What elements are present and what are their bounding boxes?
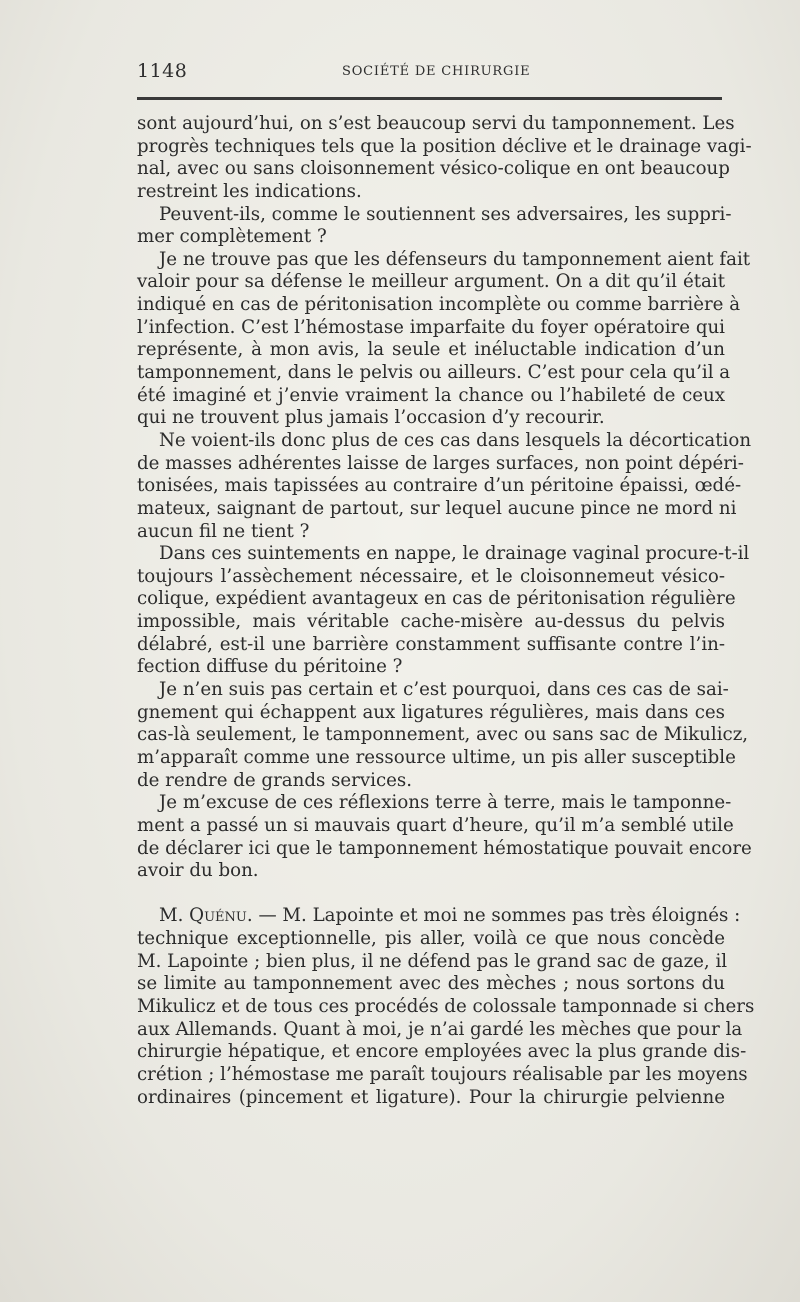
- text-line: impossible, mais véritable cache-misère au-dessus du pelvis: [137, 611, 725, 633]
- text-line: Mikulicz et de tous ces procédés de colossale tamponnade si chers: [137, 995, 755, 1017]
- running-title: SOCIÉTÉ DE CHIRURGIE: [342, 64, 531, 79]
- text-line: se limite au tamponnement avec des mèches ; nous sortons du: [137, 973, 725, 995]
- text-line: restreint les indications.: [137, 180, 362, 202]
- text-line: chirurgie hépatique, et encore employées avec la plus grande dis-: [137, 1041, 747, 1063]
- text-line: de rendre de grands services.: [137, 769, 413, 791]
- paragraph-gap: [137, 883, 725, 906]
- speaker-text: — M. Lapointe et moi ne sommes pas très éloignés :: [252, 905, 741, 927]
- text-line: cas-là seulement, le tamponnement, avec ou sans sac de Mikulicz,: [137, 724, 749, 746]
- text-line: technique exceptionnelle, pis aller, voilà ce que nous concède: [137, 928, 725, 950]
- page-header: [137, 60, 722, 84]
- text-line: m’apparaît comme une ressource ultime, un pis aller susceptible: [137, 746, 736, 768]
- text-line: Peuvent-ils, comme le soutiennent ses adversaires, les suppri-: [159, 203, 732, 225]
- text-line: colique, expédient avantageux en cas de péritonisation régulière: [137, 588, 736, 610]
- text-line: qui ne trouvent plus jamais l’occasion d’y recourir.: [137, 407, 605, 429]
- text-line: nal, avec ou sans cloisonnement vésico-colique en ont beaucoup: [137, 158, 730, 180]
- text-line: indiqué en cas de péritonisation incomplète ou comme barrière à: [137, 294, 741, 316]
- speaker-line: [137, 905, 741, 928]
- text-line: valoir pour sa défense le meilleur argument. On a dit qu’il était: [137, 271, 725, 293]
- text-line: crétion ; l’hémostase me paraît toujours réalisable par les moyens: [137, 1063, 748, 1085]
- text-line: aux Allemands. Quant à moi, je n’ai gardé les mèches que pour la: [137, 1018, 743, 1040]
- text-line: M. Lapointe ; bien plus, il ne défend pas le grand sac de gaze, il: [137, 950, 728, 972]
- text-line: représente, à mon avis, la seule et inéluctable indication d’un: [137, 339, 725, 361]
- page-number: 1148: [137, 60, 188, 82]
- text-line: de masses adhérentes laisse de larges surfaces, non point dépéri-: [137, 452, 744, 474]
- body-text: [137, 113, 755, 1109]
- speaker-name: M. Quénu.: [159, 905, 253, 927]
- text-line: mer complètement ?: [137, 226, 327, 248]
- text-line: ment a passé un si mauvais quart d’heure, qu’il m’a semblé utile: [137, 814, 734, 836]
- text-line: Je m’excuse de ces réflexions terre à terre, mais le tamponne-: [159, 792, 732, 814]
- text-line: tamponnement, dans le pelvis ou ailleurs. C’est pour cela qu’il a: [137, 362, 731, 384]
- text-line: l’infection. C’est l’hémostase imparfaite du foyer opératoire qui: [137, 316, 725, 338]
- text-line: toujours l’assèchement nécessaire, et le cloisonnemeut vésico-: [137, 565, 725, 587]
- text-line: délabré, est-il une barrière constamment suffisante contre l’in-: [137, 633, 725, 655]
- text-line: progrès techniques tels que la position déclive et le drainage vagi-: [137, 135, 752, 157]
- text-line: aucun fil ne tient ?: [137, 520, 310, 542]
- text-line: avoir du bon.: [137, 860, 259, 882]
- text-line: fection diffuse du péritoine ?: [137, 656, 403, 678]
- text-line: tonisées, mais tapissées au contraire d’un péritoine épaissi, œdé-: [137, 475, 742, 497]
- header-rule: [137, 97, 722, 100]
- text-line: Je ne trouve pas que les défenseurs du tamponnement aient fait: [159, 248, 751, 270]
- text-line: sont aujourd’hui, on s’est beaucoup servi du tamponnement. Les: [137, 113, 735, 134]
- text-line: de déclarer ici que le tamponnement hémostatique pouvait encore: [137, 837, 752, 859]
- text-line: Je n’en suis pas certain et c’est pourquoi, dans ces cas de sai-: [159, 679, 729, 701]
- text-line: Ne voient-ils donc plus de ces cas dans lesquels la décortication: [159, 429, 752, 451]
- text-line: ordinaires (pincement et ligature). Pour la chirurgie pelvienne: [137, 1086, 725, 1108]
- text-line: été imaginé et j’envie vraiment la chance ou l’habileté de ceux: [137, 384, 725, 406]
- text-line: mateux, saignant de partout, sur lequel aucune pince ne mord ni: [137, 497, 737, 519]
- text-line: Dans ces suintements en nappe, le drainage vaginal procure-t-il: [159, 543, 750, 565]
- text-line: gnement qui échappent aux ligatures régulières, mais dans ces: [137, 701, 725, 723]
